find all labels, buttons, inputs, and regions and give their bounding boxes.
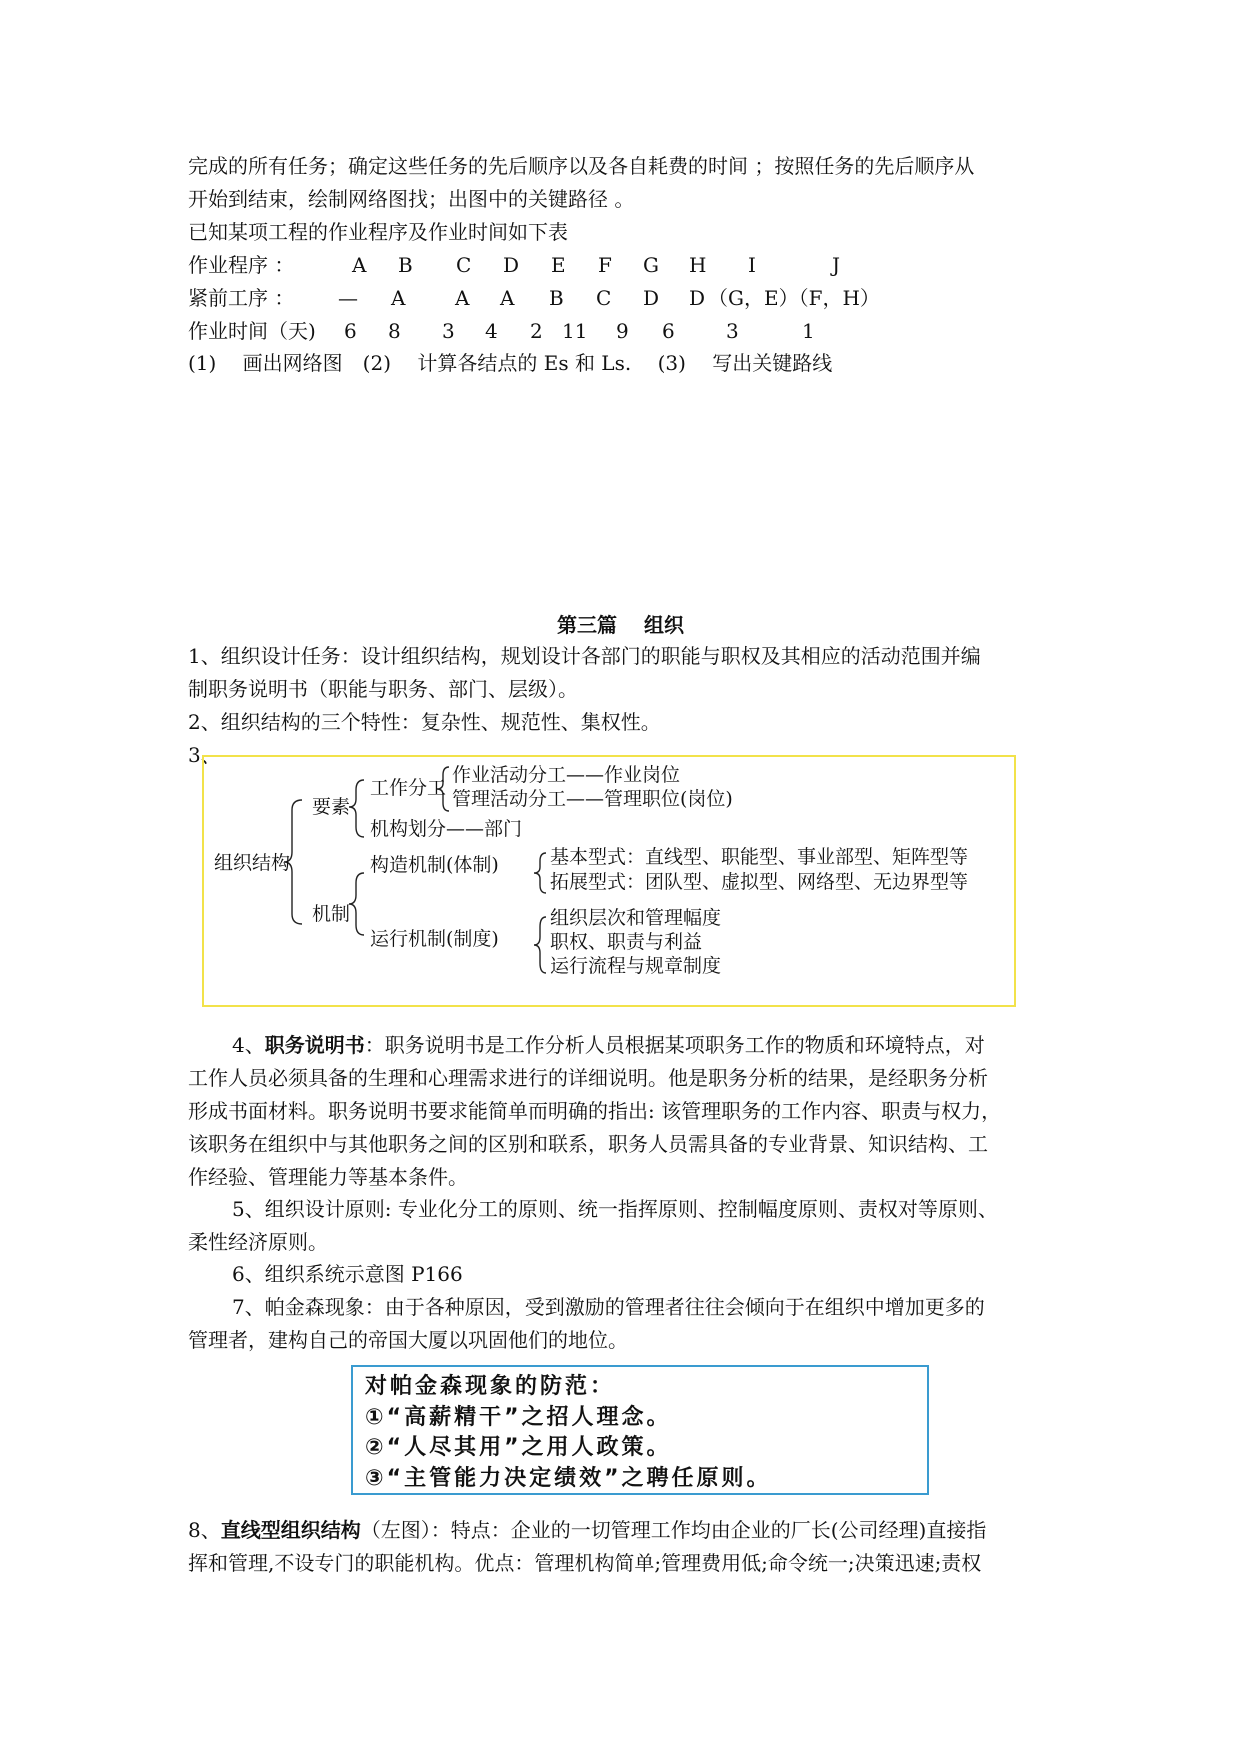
time-cell: 8 bbox=[388, 319, 401, 343]
time-cell: 3 bbox=[726, 319, 739, 343]
item-3-number: 3、 bbox=[188, 743, 221, 767]
time-cell: 2 bbox=[530, 319, 543, 343]
time-cell: 11 bbox=[562, 319, 588, 343]
parkinson-title: 对帕金森现象的防范： bbox=[365, 1374, 616, 1399]
item-7-line-1: 7、帕金森现象：由于各种原因，受到激励的管理者往往会倾向于在组织中增加更多的 bbox=[232, 1295, 985, 1319]
diagram-op1: 组织层次和管理幅度 bbox=[550, 907, 722, 929]
diagram-basic-types: 基本型式：直线型、职能型、事业部型、矩阵型等 bbox=[550, 846, 969, 868]
row-label-program: 作业程序 ： bbox=[188, 253, 295, 277]
parkinson-point-3: ③“主管能力决定绩效”之聘任原则。 bbox=[365, 1466, 772, 1491]
program-cell: E bbox=[551, 253, 566, 277]
predecessor-cell: — bbox=[338, 286, 358, 310]
program-cell: H bbox=[689, 253, 707, 277]
intro-line-3: 已知某项工程的作业程序及作业时间如下表 bbox=[188, 220, 568, 244]
item-4-line-5: 作经验、管理能力等基本条件。 bbox=[188, 1165, 468, 1189]
time-cell: 4 bbox=[485, 319, 498, 343]
predecessor-cell: D bbox=[689, 286, 706, 310]
diagram-op3: 运行流程与规章制度 bbox=[550, 955, 722, 977]
item-1-line-1: 1、组织设计任务：设计组织结构，规划设计各部门的职能与职权及其相应的活动范围并编 bbox=[188, 644, 981, 668]
item-8-term: 直线型组织结构 bbox=[220, 1518, 361, 1542]
time-cell: 6 bbox=[344, 319, 357, 343]
time-cell: 9 bbox=[616, 319, 629, 343]
predecessor-cell: （G，E）（F，H） bbox=[708, 286, 880, 310]
diagram-structural: 构造机制(体制) bbox=[370, 854, 499, 876]
diagram-dept: 机构划分——部门 bbox=[370, 818, 523, 840]
predecessor-cell: D bbox=[643, 286, 660, 310]
program-cell: F bbox=[598, 253, 612, 277]
diagram-operational: 运行机制(制度) bbox=[370, 928, 499, 950]
program-cell: I bbox=[748, 253, 756, 277]
program-cell: A bbox=[352, 253, 367, 277]
diagram-root: 组织结构 bbox=[214, 852, 291, 874]
predecessor-cell: B bbox=[549, 286, 564, 310]
row-label-predecessor: 紧前工序 ： bbox=[188, 286, 295, 310]
parkinson-point-2: ②“人尽其用”之用人政策。 bbox=[365, 1435, 672, 1460]
program-cell: D bbox=[503, 253, 520, 277]
program-cell: B bbox=[398, 253, 413, 277]
predecessor-cell: C bbox=[596, 286, 612, 310]
item-6: 6、组织系统示意图 P166 bbox=[232, 1262, 463, 1286]
diagram-extended-types: 拓展型式：团队型、虚拟型、网络型、无边界型等 bbox=[550, 871, 969, 893]
program-cell: G bbox=[643, 253, 659, 277]
item-4-line-1: 4、职务说明书：职务说明书是工作分析人员根据某项职务工作的物质和环境特点，对 bbox=[232, 1033, 985, 1057]
item-4-line-3: 形成书面材料。职务说明书要求能简单而明确的指出: 该管理职务的工作内容、职责与权力， bbox=[188, 1099, 1002, 1123]
row-label-time: 作业时间（天) bbox=[188, 319, 316, 343]
item-8-line-2: 挥和管理,不设专门的职能机构。优点：管理机构简单;管理费用低;命令统一;决策迅速;责权 bbox=[188, 1551, 982, 1575]
parkinson-point-1: ①“高薪精干”之招人理念。 bbox=[365, 1405, 672, 1430]
diagram-mgmt-division: 管理活动分工——管理职位(岗位) bbox=[452, 788, 733, 810]
diagram-mechanism: 机制 bbox=[312, 903, 351, 925]
org-structure-diagram bbox=[202, 755, 1016, 1007]
item-1-line-2: 制职务说明书（职能与职务、部门、层级）。 bbox=[188, 677, 578, 701]
program-cell: C bbox=[456, 253, 472, 277]
time-cell: 1 bbox=[802, 319, 815, 343]
time-cell: 6 bbox=[662, 319, 675, 343]
program-cell: J bbox=[832, 253, 841, 277]
diagram-ops-division: 作业活动分工——作业岗位 bbox=[452, 764, 681, 786]
intro-line-2: 开始到结束，绘制网络图找；出图中的关键路径 。 bbox=[188, 187, 635, 211]
section-title: 第三篇 组织 bbox=[557, 613, 684, 637]
predecessor-cell: A bbox=[391, 286, 406, 310]
questions: (1) 画出网络图 (2) 计算各结点的 Es 和 Ls. (3) 写出关键路线 bbox=[188, 351, 833, 375]
item-7-line-2: 管理者，建构自己的帝国大厦以巩固他们的地位。 bbox=[188, 1328, 628, 1352]
predecessor-cell: A bbox=[500, 286, 515, 310]
time-cell: 3 bbox=[442, 319, 455, 343]
diagram-op2: 职权、职责与利益 bbox=[550, 931, 703, 953]
item-4-line-2: 工作人员必须具备的生理和心理需求进行的详细说明。他是职务分析的结果，是经职务分析 bbox=[188, 1066, 988, 1090]
item-5-line-2: 柔性经济原则。 bbox=[188, 1230, 328, 1254]
item-8-line-1: 8、直线型组织结构（左图）：特点：企业的一切管理工作均由企业的厂长(公司经理)直接指 bbox=[188, 1518, 987, 1542]
predecessor-cell: A bbox=[455, 286, 470, 310]
parkinson-prevention-box bbox=[351, 1365, 929, 1495]
item-5-line-1: 5、组织设计原则: 专业化分工的原则、统一指挥原则、控制幅度原则、责权对等原则、 bbox=[232, 1197, 998, 1221]
diagram-division: 工作分工 bbox=[370, 777, 447, 799]
item-2: 2、组织结构的三个特性：复杂性、规范性、集权性。 bbox=[188, 710, 661, 734]
intro-line-1: 完成的所有任务；确定这些任务的先后顺序以及各自耗费的时间 ；按照任务的先后顺序从 bbox=[188, 154, 975, 178]
diagram-elements: 要素 bbox=[312, 796, 351, 818]
item-4-term: 职务说明书 bbox=[264, 1033, 365, 1057]
item-4-line-4: 该职务在组织中与其他职务之间的区别和联系，职务人员需具备的专业背景、知识结构、工 bbox=[188, 1132, 988, 1156]
